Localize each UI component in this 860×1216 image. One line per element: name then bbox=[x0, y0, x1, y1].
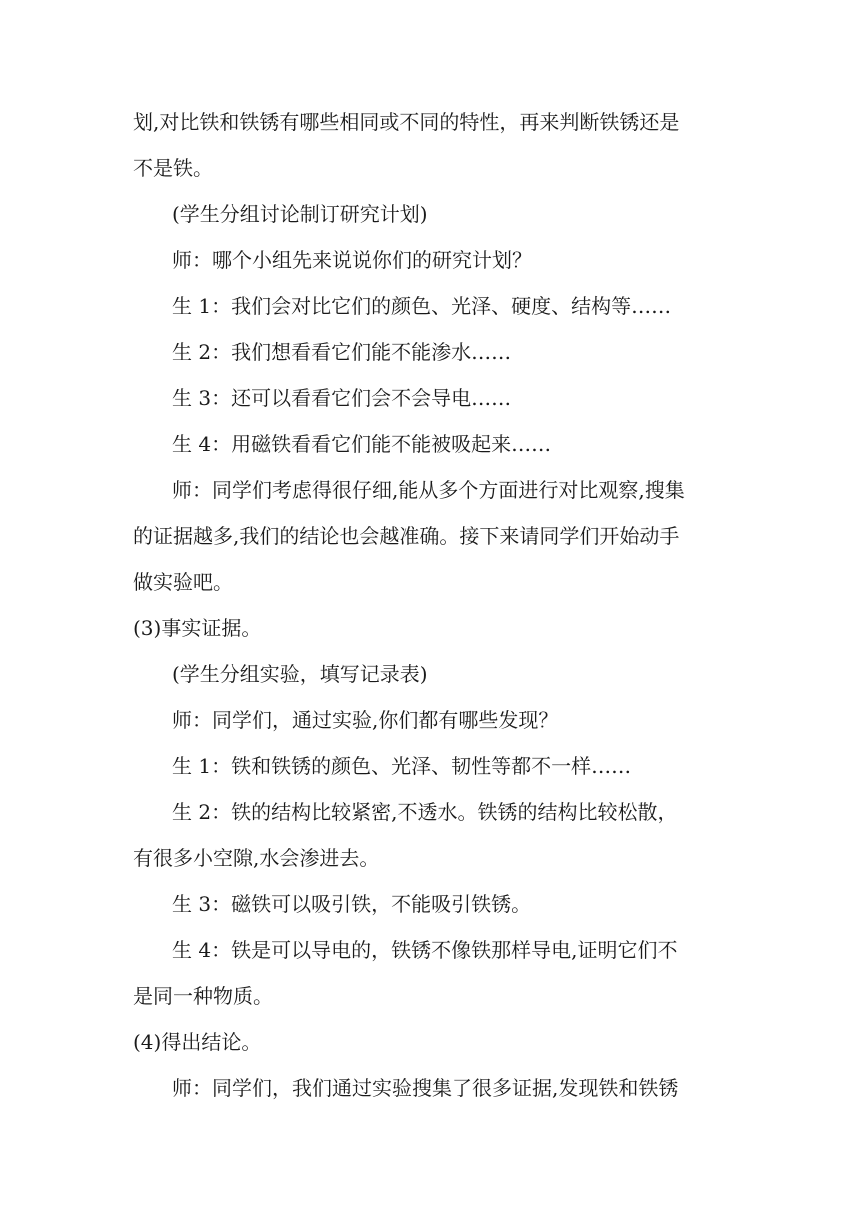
student-line: 生 1：铁和铁锈的颜色、光泽、韧性等都不一样…… bbox=[172, 754, 632, 778]
teacher-line: 师：哪个小组先来说说你们的研究计划？ bbox=[172, 248, 532, 272]
stage-direction: (学生分组讨论制订研究计划) bbox=[172, 202, 428, 226]
student-line: 生 2：铁的结构比较紧密,不透水。铁锈的结构比较松散， bbox=[172, 800, 678, 824]
section-heading: (3)事实证据。 bbox=[133, 616, 262, 640]
body-text-line: 划,对比铁和铁锈有哪些相同或不同的特性，再来判断铁锈还是 bbox=[133, 110, 680, 134]
student-line: 生 1：我们会对比它们的颜色、光泽、硬度、结构等…… bbox=[172, 294, 672, 318]
section-heading: (4)得出结论。 bbox=[133, 1030, 262, 1054]
body-text-line: 做实验吧。 bbox=[133, 570, 233, 594]
student-line: 生 2：我们想看看它们能不能渗水…… bbox=[172, 340, 512, 364]
student-line: 生 3：磁铁可以吸引铁，不能吸引铁锈。 bbox=[172, 892, 532, 916]
stage-direction: (学生分组实验，填写记录表) bbox=[172, 662, 428, 686]
student-line: 生 4：用磁铁看看它们能不能被吸起来…… bbox=[172, 432, 552, 456]
student-line: 生 3：还可以看看它们会不会导电…… bbox=[172, 386, 512, 410]
teacher-line: 师：同学们，通过实验,你们都有哪些发现？ bbox=[172, 708, 559, 732]
teacher-line: 师：同学们，我们通过实验搜集了很多证据,发现铁和铁锈 bbox=[172, 1076, 679, 1100]
teacher-line: 师：同学们考虑得很仔细,能从多个方面进行对比观察,搜集 bbox=[172, 478, 685, 502]
body-text-line: 有很多小空隙,水会渗进去。 bbox=[133, 846, 380, 870]
body-text-line: 的证据越多,我们的结论也会越准确。接下来请同学们开始动手 bbox=[133, 524, 680, 548]
body-text-line: 不是铁。 bbox=[133, 156, 213, 180]
body-text-line: 是同一种物质。 bbox=[133, 984, 273, 1008]
student-line: 生 4：铁是可以导电的，铁锈不像铁那样导电,证明它们不 bbox=[172, 938, 678, 962]
